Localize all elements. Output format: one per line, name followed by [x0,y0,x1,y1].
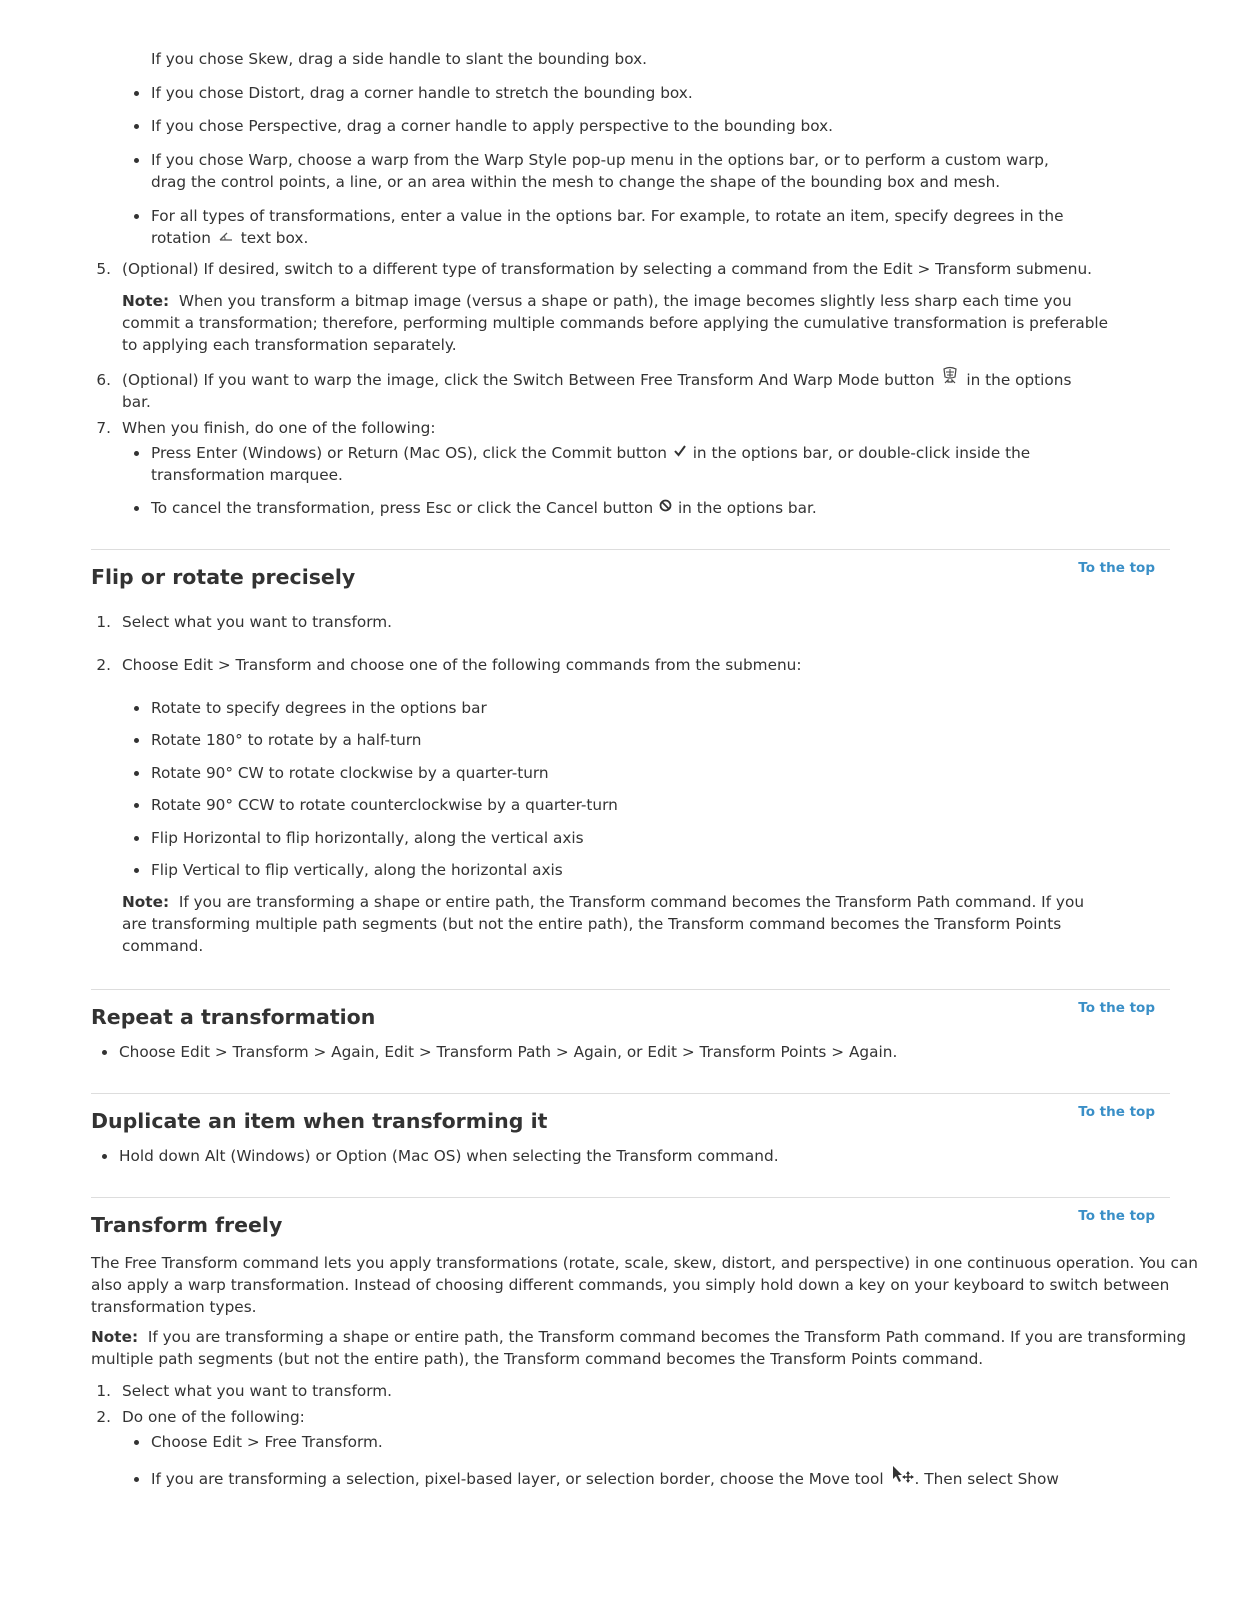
list-item-free-transform: Choose Edit > Free Transform. [151,1433,383,1451]
step6-number: 6. [96,371,111,389]
move-text-a: If you are transforming a selection, pixel-based layer, or selection border, choose the Move tool [151,1470,884,1488]
to-the-top-link[interactable]: To the top [1078,1208,1155,1224]
text-box-label: text box. [240,229,309,247]
step7-text: When you finish, do one of the following: [122,419,436,437]
list-item-rotate-90-cw: Rotate 90° CW to rotate clockwise by a quarter-turn [151,764,549,782]
move-tool-icon [891,1465,915,1485]
list-item-warp-cont: drag the control points, a line, or an area within the mesh to change the shape of the bounding box and mesh. [151,173,1001,191]
section-divider [91,1093,1170,1094]
to-the-top-link[interactable]: To the top [1078,560,1155,576]
list-item-repeat: Choose Edit > Transform > Again, Edit > Transform Path > Again, or Edit > Transform Points > Again. [119,1043,898,1061]
step5-number: 5. [96,260,111,278]
to-the-top-link[interactable]: To the top [1078,1000,1155,1016]
note-text: If you are transforming a shape or entire path, the Transform command becomes the Transform Path command. If you are transforming [147,1328,1187,1346]
section-title-free: Transform freely [91,1213,283,1237]
cancel-icon [659,499,672,512]
free-step2-text: Do one of the following: [122,1408,305,1426]
flip-step2-text: Choose Edit > Transform and choose one of the following commands from the submenu: [122,656,802,674]
flip-step2-number: 2. [96,656,111,674]
cancel-text-a: To cancel the transformation, press Esc or click the Cancel button [151,499,654,517]
step6-text-line2: bar. [122,393,151,411]
flip-note-line2: are transforming multiple path segments (but not the entire path), the Transform command becomes the Transform Points [122,915,1062,933]
list-item-flip-horizontal: Flip Horizontal to flip horizontally, along the vertical axis [151,829,584,847]
move-text-b: . Then select Show [914,1470,1059,1488]
free-step1-number: 1. [96,1382,111,1400]
step5-note [122,290,1072,312]
flip-note [122,891,1084,913]
section-divider [91,549,1170,550]
flip-note-line3: command. [122,937,204,955]
commit-text-b: in the options bar, or double-click inside the [692,444,1031,462]
note-text: When you transform a bitmap image (versus a shape or path), the image becomes slightly less sharp each time you [178,292,1072,310]
section-title-duplicate: Duplicate an item when transforming it [91,1109,548,1133]
rotation-angle-icon [218,229,234,243]
cancel-text-b: in the options bar. [677,499,817,517]
list-item-rotate: Rotate to specify degrees in the options bar [151,699,487,717]
step7-number: 7. [96,419,111,437]
list-item-rotate-180: Rotate 180° to rotate by a half-turn [151,731,422,749]
free-paragraph-line3: transformation types. [91,1298,257,1316]
list-item-move-tool [151,1468,1059,1490]
list-item-flip-vertical: Flip Vertical to flip vertically, along the horizontal axis [151,861,563,879]
commit-text-a: Press Enter (Windows) or Return (Mac OS), click the Commit button [151,444,667,462]
free-step2-number: 2. [96,1408,111,1426]
step6-text-b: in the options [966,371,1072,389]
to-the-top-link[interactable]: To the top [1078,1104,1155,1120]
list-item-distort: If you chose Distort, drag a corner handle to stretch the bounding box. [151,84,693,102]
section-divider [91,1197,1170,1198]
step5-text: (Optional) If desired, switch to a different type of transformation by selecting a command from the Edit > Transform submenu. [122,260,1093,278]
flip-step1-number: 1. [96,613,111,631]
note-label: Note: [122,292,170,310]
step6-text [122,369,1071,391]
note-label: Note: [122,893,170,911]
section-divider [91,989,1170,990]
list-item-all-types: For all types of transformations, enter a value in the options bar. For example, to rotate an item, specify degrees in the [151,207,1064,225]
rotation-label: rotation [151,229,211,247]
list-item-cancel [151,497,817,519]
free-step1-text: Select what you want to transform. [122,1382,392,1400]
step5-note-line2: commit a transformation; therefore, performing multiple commands before applying the cumulative transformation is preferable [122,314,1109,332]
section-title-repeat: Repeat a transformation [91,1005,376,1029]
step6-text-a: (Optional) If you want to warp the image, click the Switch Between Free Transform And Warp Mode button [122,371,935,389]
flip-step1-text: Select what you want to transform. [122,613,392,631]
note-label: Note: [91,1328,139,1346]
list-item-commit [151,442,1030,464]
list-item-perspective: If you chose Perspective, drag a corner handle to apply perspective to the bounding box. [151,117,834,135]
commit-checkmark-icon [673,444,687,458]
warp-mode-icon [940,366,960,386]
note-text: If you are transforming a shape or entire path, the Transform command becomes the Transform Path command. If you [178,893,1085,911]
free-note [91,1326,1186,1348]
free-note-line2: multiple path segments (but not the entire path), the Transform command becomes the Transform Points command. [91,1350,984,1368]
list-item-commit-cont: transformation marquee. [151,466,343,484]
step5-note-line3: to applying each transformation separately. [122,336,457,354]
skew-text: If you chose Skew, drag a side handle to slant the bounding box. [151,50,648,68]
free-paragraph-line2: also apply a warp transformation. Instead of choosing different commands, you simply hold down a key on your keyboard to switch between [91,1276,1170,1294]
list-item-rotate-90-ccw: Rotate 90° CCW to rotate counterclockwise by a quarter-turn [151,796,618,814]
list-item-all-types-cont [151,227,308,249]
free-paragraph: The Free Transform command lets you apply transformations (rotate, scale, skew, distort, and perspective) in one continuous operation. You can [91,1254,1198,1272]
list-item-duplicate: Hold down Alt (Windows) or Option (Mac OS) when selecting the Transform command. [119,1147,779,1165]
list-item-warp: If you chose Warp, choose a warp from the Warp Style pop-up menu in the options bar, or to perform a custom warp, [151,151,1049,169]
section-title-flip: Flip or rotate precisely [91,565,356,589]
